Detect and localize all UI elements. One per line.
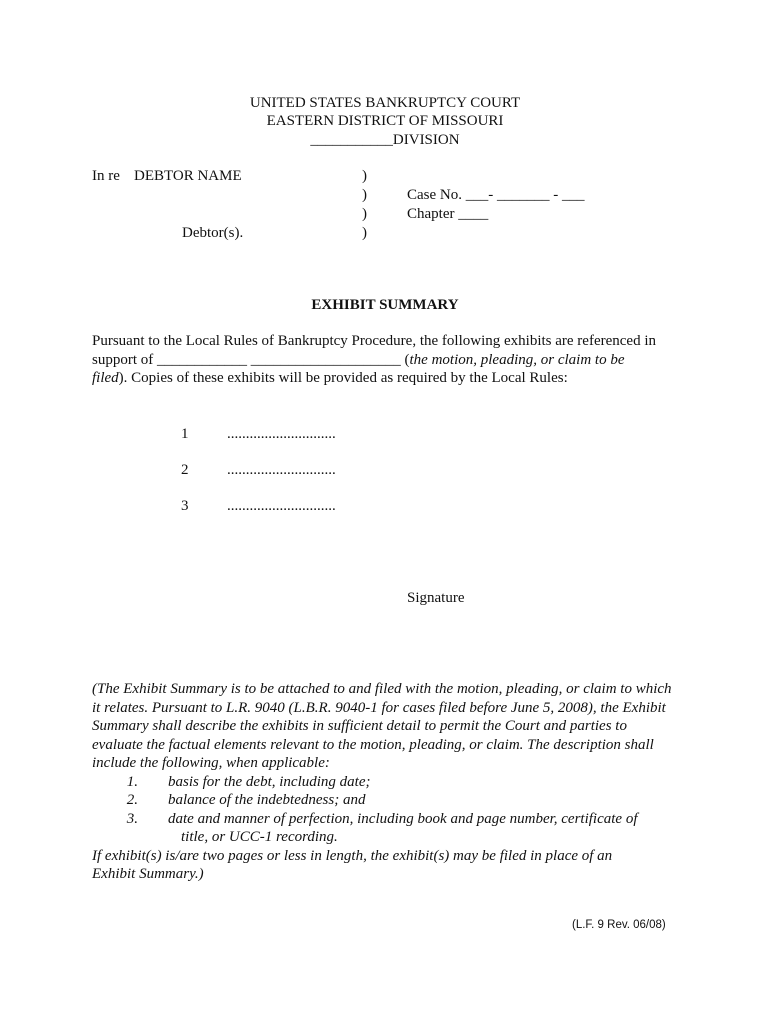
intro-line-3-text: ). Copies of these exhibits will be provided as required by the Local Rules: [118, 370, 568, 386]
exhibit-number: 1 [181, 426, 189, 442]
district-name: EASTERN DISTRICT OF MISSOURI [266, 113, 504, 129]
intro-line-2-text: support of ____________ ____________________ ( [92, 351, 410, 368]
instruction-item [92, 791, 692, 810]
caption-paren: ) [362, 206, 367, 222]
exhibit-description: ............................. [227, 426, 336, 442]
instruction-line: Summary shall describe the exhibits in sufficient detail to permit the Court and parties to [92, 718, 627, 734]
case-number-field: Case No. ___- _______ - ___ [407, 187, 585, 203]
in-re-label: In re [92, 168, 120, 184]
page-title: EXHIBIT SUMMARY [311, 297, 459, 313]
exhibit-description: ............................. [227, 462, 336, 478]
instruction-item-number: 3. [126, 810, 138, 827]
instruction-line: it relates. Pursuant to L.R. 9040 (L.B.R. 9040-1 for cases filed before June 5, 2008), the Exhibit [92, 699, 666, 716]
intro-line-1: Pursuant to the Local Rules of Bankruptcy Procedure, the following exhibits are referenced in [92, 333, 656, 349]
caption-paren: ) [362, 225, 367, 241]
intro-line-2 [92, 351, 692, 370]
instruction-item-number: 2. [126, 792, 138, 808]
caption-paren: ) [362, 168, 367, 184]
instruction-item-text: date and manner of perfection, including book and page number, certificate of [168, 810, 638, 827]
instruction-line: evaluate the factual elements relevant to the motion, pleading, or claim. The description shall [92, 736, 654, 753]
chapter-field: Chapter ____ [407, 206, 489, 222]
intro-paragraph [92, 332, 692, 388]
intro-line-2-italic: the motion, pleading, or claim to be [409, 351, 625, 368]
court-name: UNITED STATES BANKRUPTCY COURT [249, 95, 521, 111]
division-line: ___________DIVISION [310, 132, 460, 148]
instruction-item [92, 773, 692, 792]
instruction-item [92, 810, 692, 829]
exhibit-number: 3 [181, 498, 189, 514]
instruction-closing-line: If exhibit(s) is/are two pages or less in length, the exhibit(s) may be filed in place of an [92, 847, 613, 864]
debtors-label: Debtor(s). [182, 225, 244, 241]
instruction-item-text: basis for the debt, including date; [168, 773, 371, 790]
signature-label: Signature [407, 590, 465, 606]
instruction-line: (The Exhibit Summary is to be attached to and filed with the motion, pleading, or claim to which [92, 681, 672, 697]
exhibit-description: ............................. [227, 498, 336, 514]
instruction-item-text: balance of the indebtedness; and [168, 792, 366, 808]
instruction-item-continuation: title, or UCC-1 recording. [181, 829, 338, 845]
intro-line-3-italic: filed [92, 370, 119, 386]
instructions-paragraph [92, 680, 692, 884]
instruction-item-number: 1. [126, 773, 138, 790]
intro-line-3 [92, 369, 692, 388]
caption-paren: ) [362, 187, 367, 203]
debtor-name: DEBTOR NAME [134, 168, 242, 184]
form-number: (L.F. 9 Rev. 06/08) [572, 919, 666, 931]
instruction-line: include the following, when applicable: [92, 755, 330, 771]
exhibit-number: 2 [181, 462, 189, 478]
instruction-closing-line: Exhibit Summary.) [92, 866, 204, 882]
